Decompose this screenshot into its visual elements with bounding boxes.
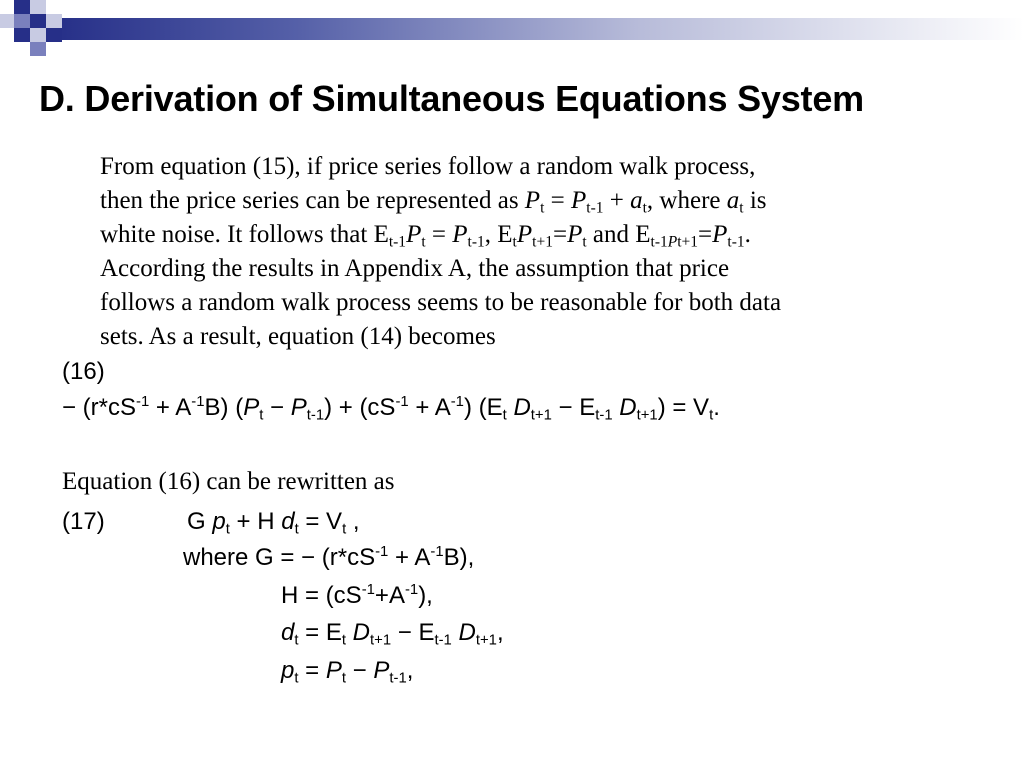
header-decoration [0, 0, 1024, 70]
paragraph-line: follows a random walk process seems to be reasonable for both data [100, 289, 782, 316]
definition-H: $H = (cS^{-1}+A^{-1})$, [281, 582, 433, 609]
decor-square [30, 42, 46, 56]
decor-square [14, 0, 30, 14]
decor-square [30, 0, 46, 14]
paragraph-line: From equation (15), if price series follow a random walk process, [100, 153, 756, 180]
equation-17: G $p_t + H$ $d_t = V_t$ , [187, 508, 360, 538]
decor-square [30, 14, 46, 28]
paragraph-line: white noise. It follows that $E_{t-1}P_t = P_{t-1}$, $E_tP_{t+1}=P_t$ and $E_{t-1Pt+1}=P_{t-1}$. [100, 221, 751, 251]
paragraph-line: According the results in Appendix A, the assumption that price [100, 255, 730, 282]
decor-square [30, 28, 46, 42]
header-gradient-bar [54, 18, 1024, 40]
paragraph-line: sets. As a result, equation (14) becomes [100, 323, 496, 350]
decor-square [0, 14, 14, 28]
decor-square [14, 14, 30, 28]
equation-16: − $(r*cS^{-1} + A^{-1}B) (P_t - P_{t-1}) + (cS^{-1} + A^{-1})$ ($E_t$ $D_{t+1} - E_{t-1}$ $D_{t+1}) = V_t$. [62, 394, 720, 424]
decor-square [14, 28, 30, 42]
paragraph-line: then the price series can be represented as $P_t = P_{t-1} + a_t$, where $a_t$ is [100, 187, 767, 217]
intro-paragraph [100, 150, 970, 354]
equation-17-label: (17) [62, 508, 105, 535]
decor-square [46, 14, 62, 28]
definition-G: where G = − $(r*cS^{-1} + A^{-1}B)$, [183, 544, 475, 571]
rewrite-sentence: Equation (16) can be rewritten as [62, 468, 395, 495]
slide-title: D. Derivation of Simultaneous Equations System [39, 78, 864, 119]
decor-square [46, 28, 62, 42]
definition-d: $d_t = E_t$ $D_{t+1} - E_{t-1}$ $D_{t+1}$, [281, 619, 504, 649]
definition-p: $p_t = P_t - P_{t-1}$, [281, 657, 414, 687]
equation-16-label: (16) [62, 358, 105, 385]
